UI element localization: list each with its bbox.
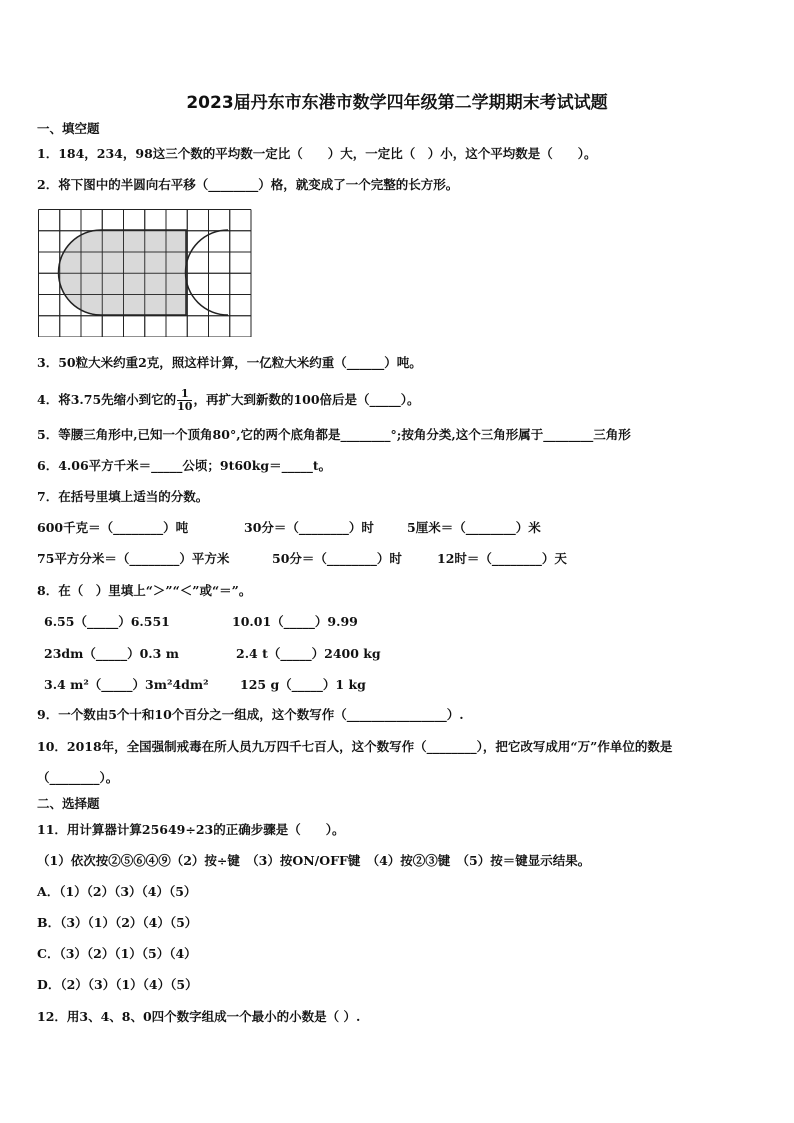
fraction-numerator: 1 (177, 388, 192, 401)
q8-item: 23dm（_____）0.3 m (44, 646, 179, 661)
fraction-denominator: 10 (177, 400, 193, 413)
question-7-row-1 (37, 520, 541, 536)
q7-item: 30分＝（________）时 (244, 520, 374, 535)
q8-item: 6.55（_____）6.551 (44, 614, 170, 629)
question-5: 5．等腰三角形中,已知一个顶角80°,它的两个底角都是________°;按角分类,这个三角形属于________三角形 (37, 427, 631, 442)
q8-item: 2.4 t（_____）2400 kg (236, 646, 381, 661)
question-1: 1．184，234，98这三个数的平均数一定比（ ）大，一定比（ ）小，这个平均数是（ ）。 (37, 146, 597, 161)
grid-lines-overlay (39, 210, 252, 338)
question-4-before: 4．将3.75先缩小到它的 (37, 392, 177, 407)
question-7-stem: 7．在括号里填上适当的分数。 (37, 489, 209, 504)
page-title: 2023届丹东市东港市数学四年级第二学期期末考试试题 (186, 93, 608, 113)
question-7-row-2 (37, 551, 567, 567)
question-11-steps: （1）依次按②⑤⑥④⑨（2）按÷键 （3）按ON/OFF键 （4）按②③键 （5）按＝键显示结果。 (37, 853, 591, 868)
q8-row (44, 677, 366, 693)
q8-item: 125 g（_____）1 kg (240, 677, 366, 692)
question-11-stem: 11．用计算器计算25649÷23的正确步骤是（ ）。 (37, 822, 345, 837)
q8-row (44, 646, 381, 662)
question-12: 12．用3、4、8、0四个数字组成一个最小的小数是（ ）. (37, 1009, 361, 1024)
q7-item: 75平方分米＝（________）平方米 (37, 551, 230, 566)
right-half-circle-arc (186, 230, 229, 315)
section-heading-fill: 一、填空题 (37, 121, 100, 136)
q7-item: 5厘米＝（________）米 (407, 520, 541, 535)
question-3: 3．50粒大米约重2克，照这样计算，一亿粒大米约重（______）吨。 (37, 355, 422, 370)
option-d: D．（2）（3）（1）（4）（5） (37, 977, 198, 992)
question-6: 6．4.06平方千米＝_____公顷；9t60kg＝_____t。 (37, 458, 332, 473)
question-2: 2．将下图中的半圆向右平移（________）格，就变成了一个完整的长方形。 (37, 177, 459, 192)
q7-item: 600千克＝（________）吨 (37, 520, 189, 535)
question-10-line-2: （________）。 (37, 770, 119, 785)
question-8-stem: 8．在（ ）里填上“＞”“＜”或“＝”。 (37, 583, 252, 598)
option-b: B．（3）（1）（2）（4）（5） (37, 915, 198, 930)
q8-item: 3.4 m²（_____）3m²4dm² (44, 677, 209, 692)
question-9: 9．一个数由5个十和10个百分之一组成，这个数写作（________________）. (37, 707, 464, 722)
q7-item: 50分＝（________）时 (272, 551, 402, 566)
grid-figure (38, 209, 252, 337)
option-c: C．（3）（2）（1）（5）（4） (37, 946, 197, 961)
q8-row (44, 614, 358, 630)
question-10-line-1: 10．2018年，全国强制戒毒在所人员九万四千七百人，这个数写作（________），把它改写成用“万”作单位的数是 (37, 739, 673, 754)
question-4-after: ，再扩大到新数的100倍后是（_____）。 (193, 392, 420, 407)
q8-item: 10.01（_____）9.99 (232, 614, 358, 629)
fraction-one-tenth (177, 388, 192, 413)
option-a: A．（1）（2）（3）（4）（5） (37, 884, 197, 899)
shaded-shape (59, 230, 187, 315)
section-heading-choice: 二、选择题 (37, 796, 100, 811)
question-4 (37, 388, 420, 413)
q7-item: 12时＝（________）天 (437, 551, 567, 566)
